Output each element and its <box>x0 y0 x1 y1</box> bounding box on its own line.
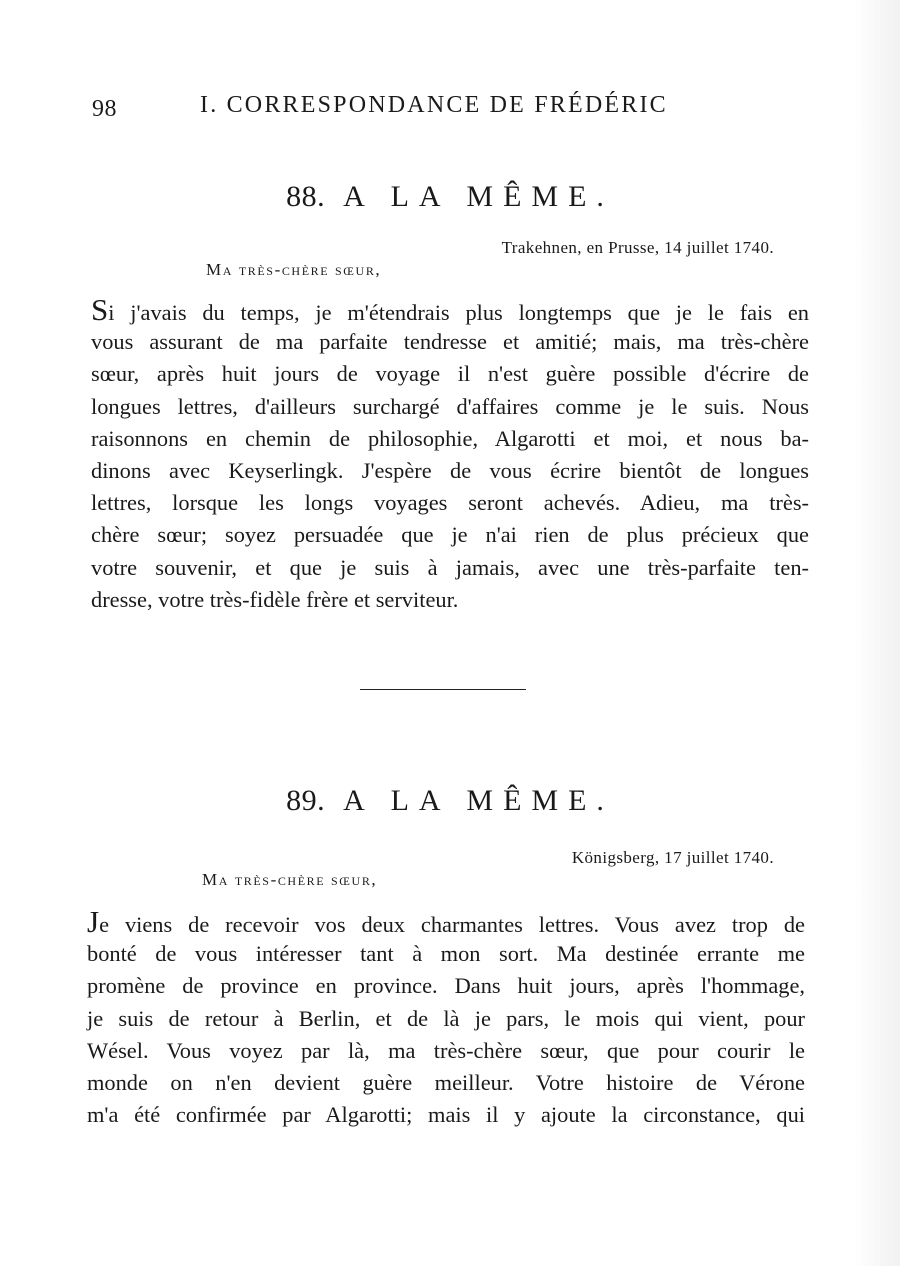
body-line: Je viens de recevoir vos deux charmantes lettres. Vous avez trop de <box>87 904 805 939</box>
body-line: chère sœur; soyez persuadée que je n'ai rien de plus précieux que <box>91 522 809 548</box>
letter-88-body <box>91 294 809 616</box>
letter-number: 88. <box>286 180 326 213</box>
body-line: raisonnons en chemin de philosophie, Algarotti et moi, et nous ba- <box>91 425 809 451</box>
body-line: lettres, lorsque les longs voyages seront achevés. Adieu, ma très- <box>91 490 809 516</box>
body-line: m'a été confirmée par Algarotti; mais il y ajoute la circonstance, qui <box>87 1102 805 1128</box>
letter-89-heading <box>0 784 900 818</box>
body-line: je suis de retour à Berlin, et de là je pars, le mois qui vient, pour <box>87 1005 805 1031</box>
letter-88-salutation: Ma très-chère sœur, <box>206 260 382 279</box>
running-head <box>92 92 792 126</box>
body-line: promène de province en province. Dans huit jours, après l'hommage, <box>87 973 805 999</box>
body-line: monde on n'en devient guère meilleur. Votre histoire de Vérone <box>87 1069 805 1095</box>
body-line: Wésel. Vous voyez par là, ma très-chère sœur, que pour courir le <box>87 1037 805 1063</box>
letter-title: A LA MÊME. <box>343 784 614 817</box>
section-divider-rule <box>360 689 526 690</box>
body-line: dinons avec Keyserlingk. J'espère de vous écrire bientôt de longues <box>91 457 809 483</box>
body-line: votre souvenir, et que je suis à jamais, avec une très-parfaite ten- <box>91 554 809 580</box>
running-title: I. CORRESPONDANCE DE FRÉDÉRIC <box>200 92 668 118</box>
letter-88-dateline: Trakehnen, en Prusse, 14 juillet 1740. <box>501 238 774 257</box>
body-line: vous assurant de ma parfaite tendresse et amitié; mais, ma très-chère <box>91 329 809 355</box>
body-line: longues lettres, d'ailleurs surchargé d'affaires comme je le suis. Nous <box>91 393 809 419</box>
letter-89-dateline: Königsberg, 17 juillet 1740. <box>571 848 774 867</box>
body-line: dresse, votre très-fidèle frère et serviteur. <box>91 586 459 612</box>
letter-number: 89. <box>286 784 326 817</box>
letter-88-heading <box>0 180 900 214</box>
letter-89-body <box>87 906 805 1131</box>
body-line: bonté de vous intéresser tant à mon sort. Ma destinée errante me <box>87 941 805 967</box>
page-number: 98 <box>92 96 117 122</box>
body-line: Si j'avais du temps, je m'étendrais plus longtemps que je le fais en <box>91 292 809 327</box>
letter-title: A LA MÊME. <box>343 180 614 213</box>
letter-89-salutation: Ma très-chère sœur, <box>202 870 378 889</box>
body-line: sœur, après huit jours de voyage il n'est guère possible d'écrire de <box>91 361 809 387</box>
